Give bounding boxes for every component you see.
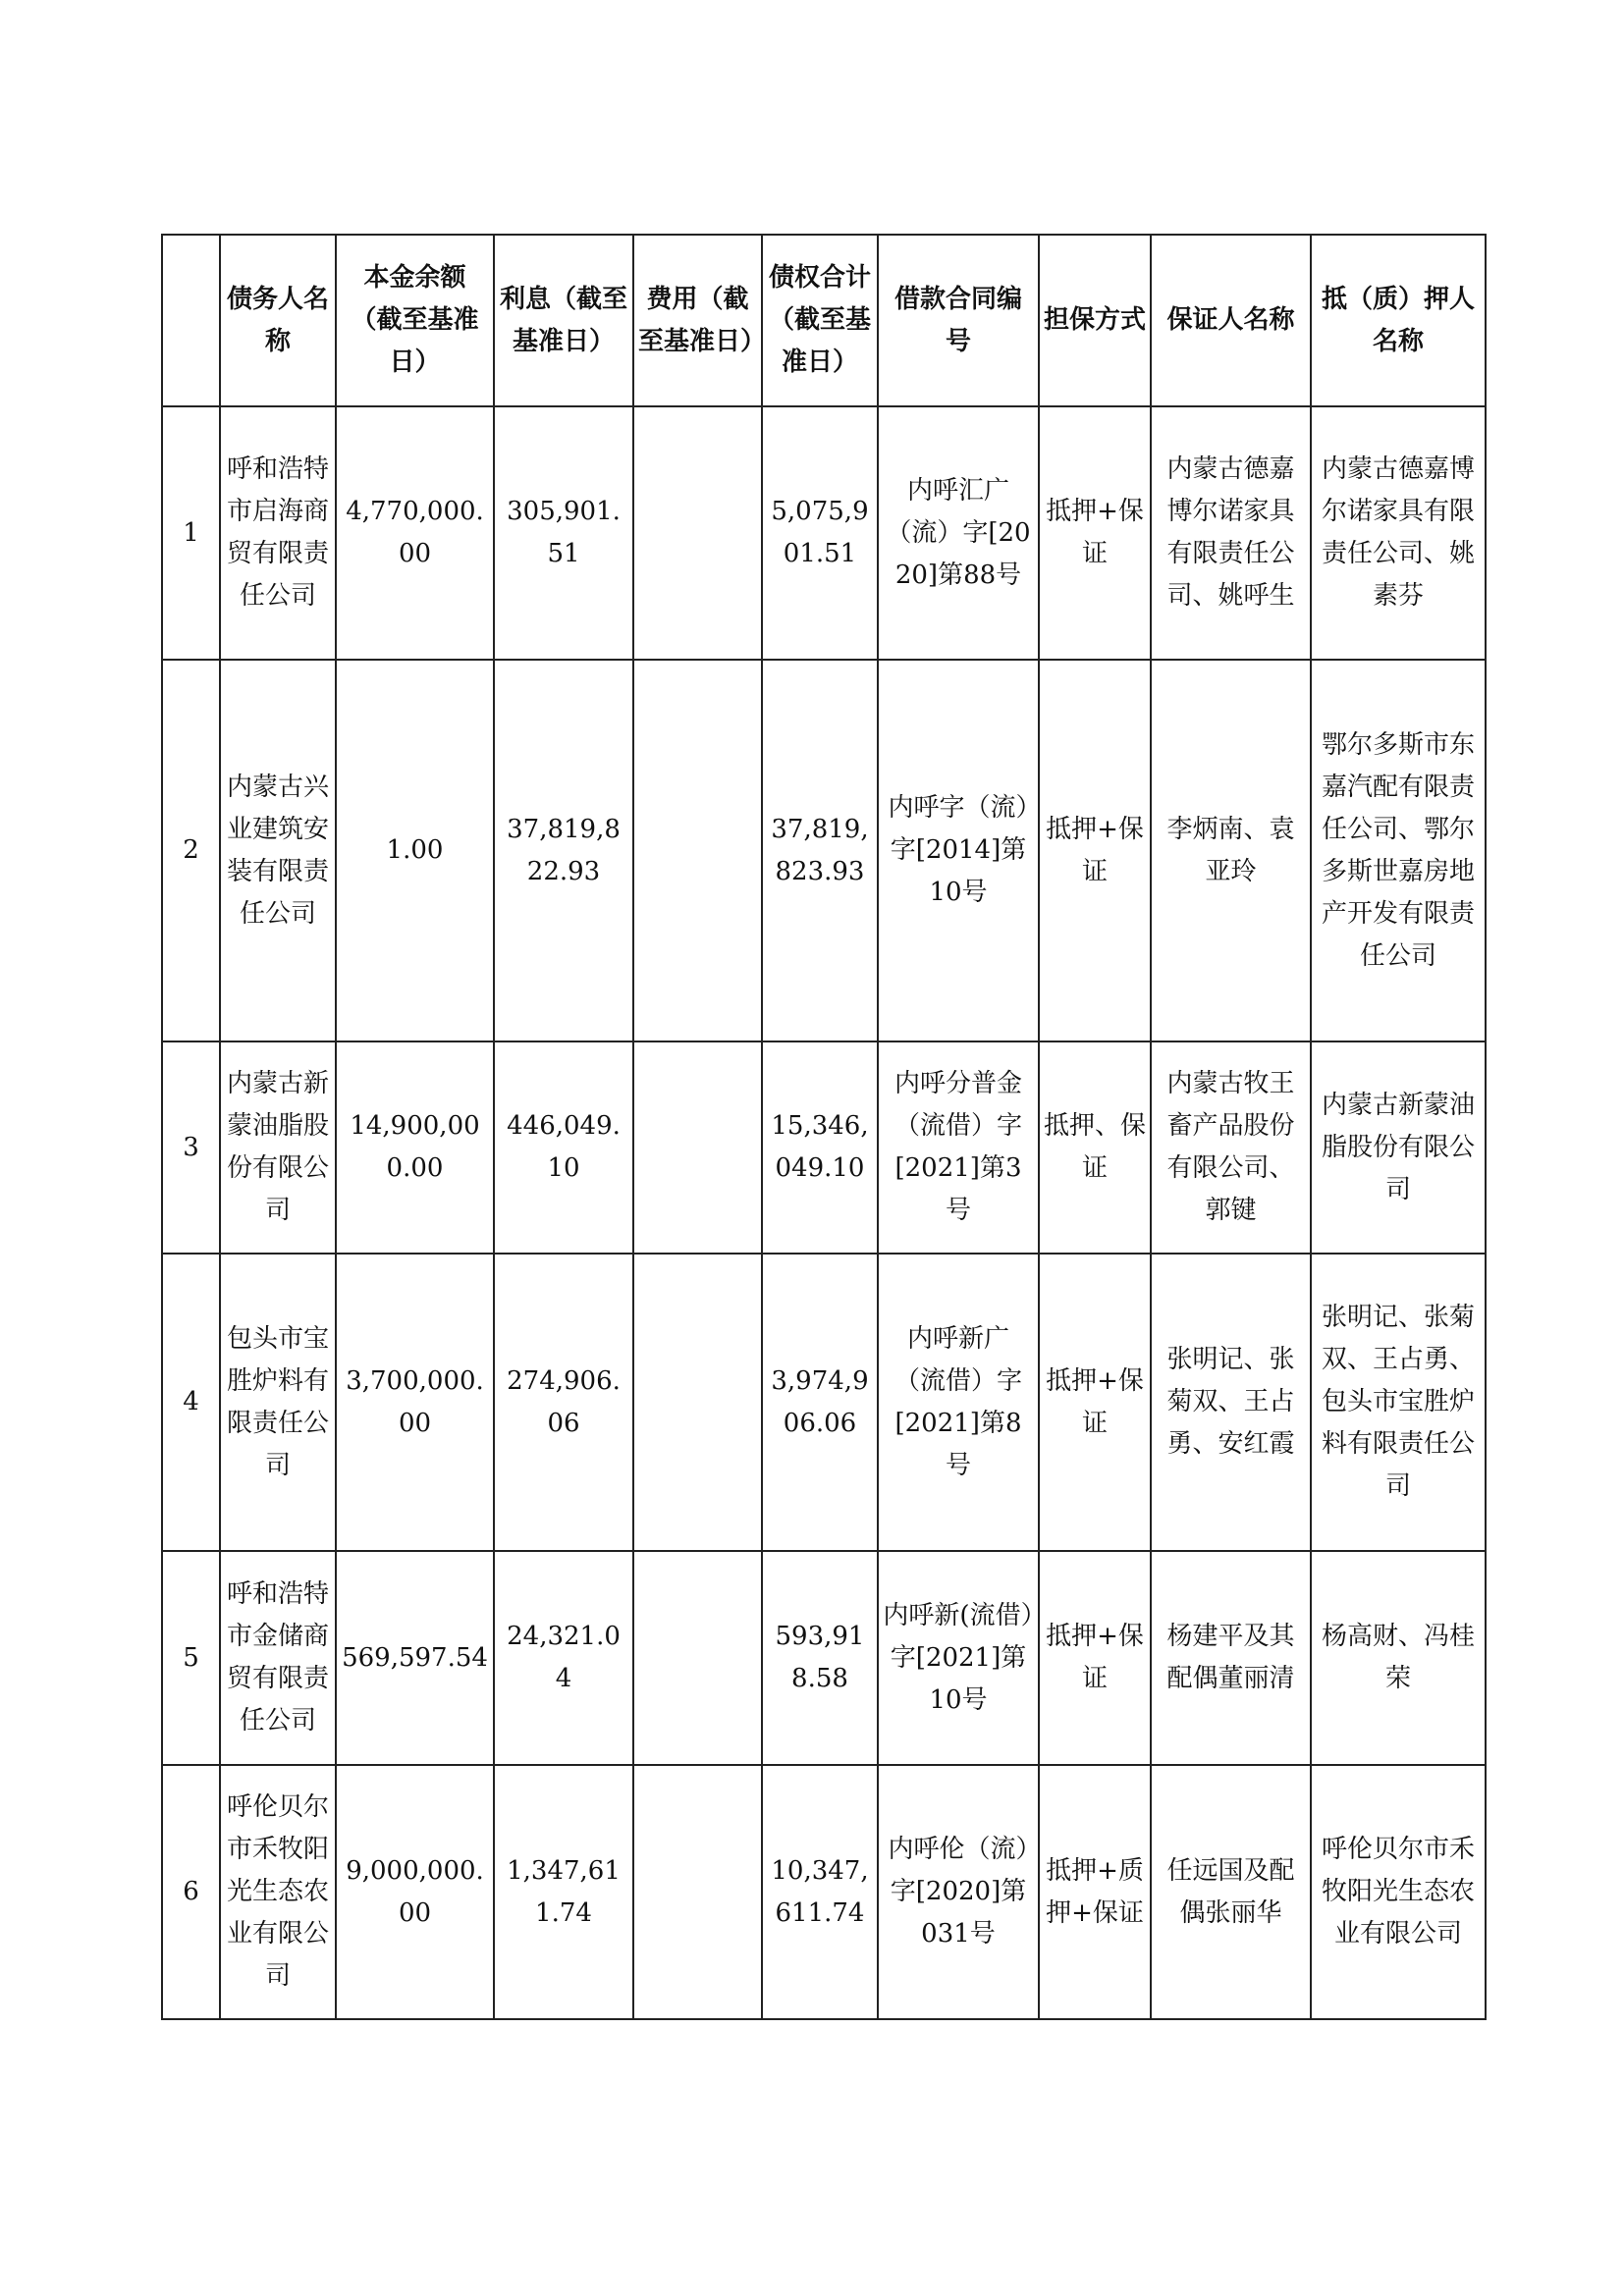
debtor-name: 内蒙古新蒙油脂股份有限公司 [220,1041,336,1254]
pledgor-name: 张明记、张菊双、王占勇、包头市宝胜炉料有限责任公司 [1311,1254,1486,1551]
guarantee-type: 抵押、保证 [1039,1041,1151,1254]
debtor-name: 呼和浩特市启海商贸有限责任公司 [220,406,336,660]
table-row [162,1041,1486,1254]
principal-amount: 14,900,000.00 [336,1041,494,1254]
guarantee-type: 抵押+保证 [1039,660,1151,1041]
header-interest: 利息（截至基准日） [494,235,633,406]
header-index [162,235,220,406]
header-guarantee-type: 担保方式 [1039,235,1151,406]
interest-amount: 274,906.06 [494,1254,633,1551]
header-guarantor: 保证人名称 [1151,235,1311,406]
row-index: 2 [162,660,220,1041]
interest-amount: 24,321.04 [494,1551,633,1765]
debt-table [161,234,1487,2020]
total-amount: 37,819,823.93 [762,660,878,1041]
fee-amount [633,660,762,1041]
principal-amount: 1.00 [336,660,494,1041]
debtor-name: 呼和浩特市金储商贸有限责任公司 [220,1551,336,1765]
guarantee-type: 抵押+质押+保证 [1039,1765,1151,2019]
header-contract: 借款合同编号 [878,235,1039,406]
principal-amount: 4,770,000.00 [336,406,494,660]
pledgor-name: 内蒙古德嘉博尔诺家具有限责任公司、姚素芬 [1311,406,1486,660]
principal-amount: 569,597.54 [336,1551,494,1765]
table-row [162,406,1486,660]
guarantee-type: 抵押+保证 [1039,406,1151,660]
principal-amount: 9,000,000.00 [336,1765,494,2019]
guarantor-name: 内蒙古德嘉博尔诺家具有限责任公司、姚呼生 [1151,406,1311,660]
interest-amount: 1,347,611.74 [494,1765,633,2019]
fee-amount [633,1041,762,1254]
guarantor-name: 任远国及配偶张丽华 [1151,1765,1311,2019]
header-pledgor: 抵（质）押人名称 [1311,235,1486,406]
contract-number: 内呼字（流）字[2014]第10号 [878,660,1039,1041]
header-fee: 费用（截至基准日） [633,235,762,406]
debtor-name: 包头市宝胜炉料有限责任公司 [220,1254,336,1551]
interest-amount: 37,819,822.93 [494,660,633,1041]
pledgor-name: 杨高财、冯桂荣 [1311,1551,1486,1765]
fee-amount [633,406,762,660]
table-row [162,1765,1486,2019]
fee-amount [633,1765,762,2019]
contract-number: 内呼汇广（流）字[2020]第88号 [878,406,1039,660]
debtor-name: 呼伦贝尔市禾牧阳光生态农业有限公司 [220,1765,336,2019]
table-row [162,1551,1486,1765]
guarantee-type: 抵押+保证 [1039,1551,1151,1765]
guarantor-name: 内蒙古牧王畜产品股份有限公司、郭键 [1151,1041,1311,1254]
principal-amount: 3,700,000.00 [336,1254,494,1551]
pledgor-name: 鄂尔多斯市东嘉汽配有限责任公司、鄂尔多斯世嘉房地产开发有限责任公司 [1311,660,1486,1041]
row-index: 6 [162,1765,220,2019]
contract-number: 内呼新(流借）字[2021]第10号 [878,1551,1039,1765]
fee-amount [633,1551,762,1765]
row-index: 5 [162,1551,220,1765]
table-row [162,660,1486,1041]
pledgor-name: 内蒙古新蒙油脂股份有限公司 [1311,1041,1486,1254]
header-total: 债权合计（截至基准日） [762,235,878,406]
total-amount: 10,347,611.74 [762,1765,878,2019]
header-debtor: 债务人名称 [220,235,336,406]
table-row [162,1254,1486,1551]
total-amount: 593,918.58 [762,1551,878,1765]
total-amount: 5,075,901.51 [762,406,878,660]
guarantee-type: 抵押+保证 [1039,1254,1151,1551]
contract-number: 内呼分普金（流借）字[2021]第3号 [878,1041,1039,1254]
guarantor-name: 杨建平及其配偶董丽清 [1151,1551,1311,1765]
interest-amount: 305,901.51 [494,406,633,660]
debtor-name: 内蒙古兴业建筑安装有限责任公司 [220,660,336,1041]
total-amount: 3,974,906.06 [762,1254,878,1551]
contract-number: 内呼伦（流）字[2020]第031号 [878,1765,1039,2019]
row-index: 3 [162,1041,220,1254]
pledgor-name: 呼伦贝尔市禾牧阳光生态农业有限公司 [1311,1765,1486,2019]
fee-amount [633,1254,762,1551]
row-index: 1 [162,406,220,660]
header-principal: 本金余额（截至基准日） [336,235,494,406]
guarantor-name: 张明记、张菊双、王占勇、安红霞 [1151,1254,1311,1551]
contract-number: 内呼新广（流借）字[2021]第8号 [878,1254,1039,1551]
table-header-row [162,235,1486,406]
interest-amount: 446,049.10 [494,1041,633,1254]
guarantor-name: 李炳南、袁亚玲 [1151,660,1311,1041]
row-index: 4 [162,1254,220,1551]
total-amount: 15,346,049.10 [762,1041,878,1254]
